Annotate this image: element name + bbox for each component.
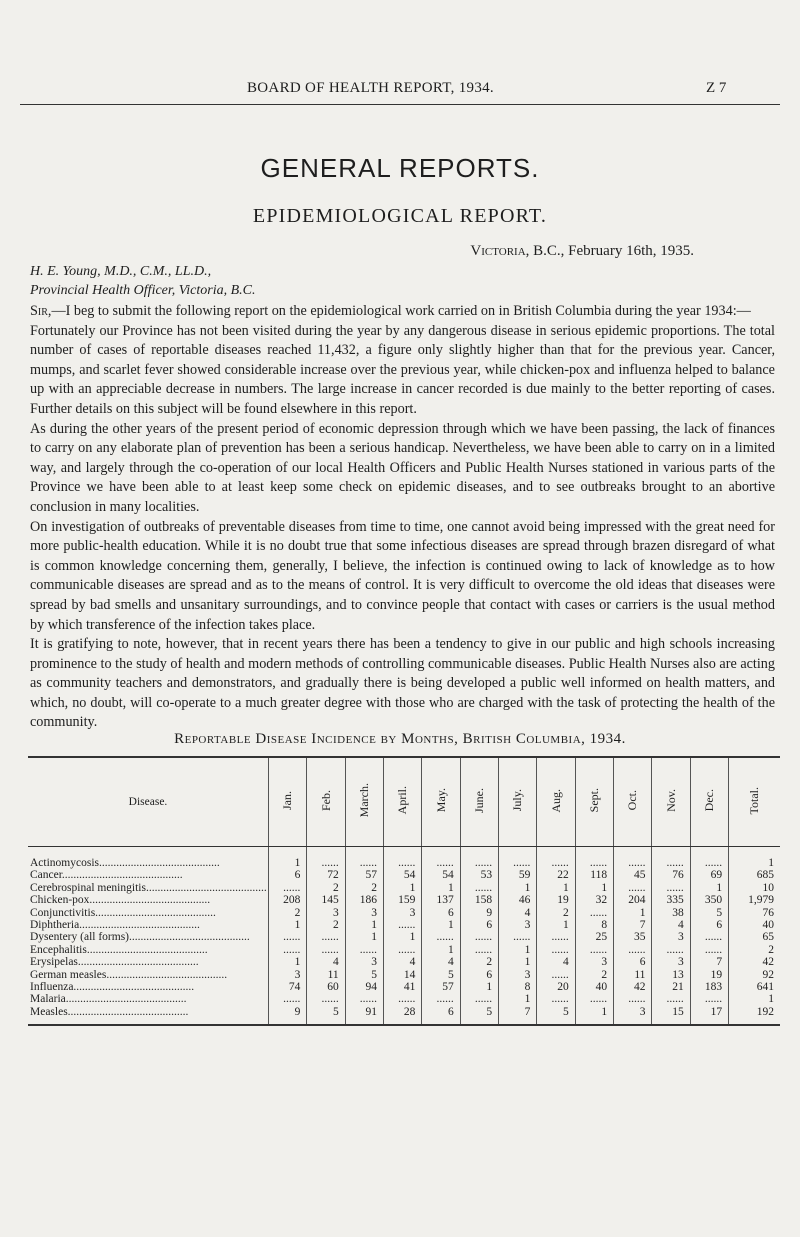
table-cell: ...... [575,993,613,1005]
table-row [28,956,780,968]
paragraph-1: Fortunately our Province has not been visited during the year by any dangerous disease in serious epidemic proportions. The total number of cases of reportable diseases reached 11,432, a figure only slightly higher than that for the previous year. Cancer, mumps, and scarlet fever showed considerable increase over the previous year, while chicken-pox and influenza helped to balance up with an appreciable decrease in numbers. The large increase in cancer recorded is due mainly to the better reporting of cases. Further details on this subject will be found elsewhere in this report. [30,322,775,417]
table-cell: 1 [537,882,575,894]
table-cell: ...... [652,847,690,870]
column-header-label: Jan. [280,791,295,810]
addressee-title: Provincial Health Officer, Victoria, B.C. [30,283,256,298]
column-header-label: Sept. [586,788,601,813]
column-header [345,757,383,847]
column-header-label: Feb. [318,790,333,811]
table-cell: 5 [345,969,383,981]
table-cell: 3 [652,931,690,943]
dateline [470,243,694,260]
table-cell: 3 [499,919,537,931]
disease-name: German measles.......................................... [30,968,228,981]
table-cell: 25 [575,931,613,943]
table-cell: ...... [537,993,575,1005]
table-cell: 1 [345,919,383,931]
table-cell: ...... [499,847,537,870]
table-cell: 1 [384,931,422,943]
running-head [0,80,800,100]
table-cell: 40 [729,919,780,931]
table-cell: 76 [652,869,690,881]
salutation-text: —I beg to submit the following report on the epidemiological work carried on in British Columbia during the year 1934:— [51,303,751,319]
table-cell: 183 [690,981,728,993]
table-cell: 9 [460,907,498,919]
table-cell: ...... [652,944,690,956]
table-cell: 42 [729,956,780,968]
table-cell: 19 [537,894,575,906]
table-cell: 3 [384,907,422,919]
table-cell: ...... [690,993,728,1005]
table-cell: 1 [269,919,307,931]
table-cell: ...... [575,907,613,919]
table-cell: 60 [307,981,345,993]
table-cell: 28 [384,1006,422,1025]
column-header [460,757,498,847]
table-cell: 3 [575,956,613,968]
table-title: Reportable Disease Incidence by Months, British Columbia, 1934. [174,731,626,747]
column-header [537,757,575,847]
table-cell: 1 [499,993,537,1005]
table-cell: 11 [307,969,345,981]
table-cell: 14 [384,969,422,981]
table-cell: 21 [652,981,690,993]
column-header-label: Nov. [663,789,678,812]
table-cell: 11 [614,969,652,981]
table-cell: 17 [690,1006,728,1025]
table-row [28,981,780,993]
table-cell: ...... [690,931,728,943]
table-cell: 91 [345,1006,383,1025]
table-cell: 6 [422,1006,460,1025]
salutation-paragraph [30,302,775,322]
table-cell: 92 [729,969,780,981]
disease-name: Cerebrospinal meningitis.......................................... [30,881,267,894]
table-cell: 1 [384,882,422,894]
table-cell: ...... [269,882,307,894]
column-header-label: June. [471,788,486,813]
dateline-date: , B.C., February 16th, 1935. [525,243,694,259]
column-header-label: May. [433,788,448,813]
column-header [652,757,690,847]
table-cell: 42 [614,981,652,993]
report-body [30,302,775,733]
table-cell: ...... [614,944,652,956]
table-row [28,931,780,943]
table-cell: 685 [729,869,780,881]
table-cell: 192 [729,1006,780,1025]
main-title: GENERAL REPORTS. [260,153,540,183]
table-cell: 1 [729,847,780,870]
table-cell: 3 [614,1006,652,1025]
table-cell: ...... [384,919,422,931]
table-cell: 1 [690,882,728,894]
table-cell: 137 [422,894,460,906]
table-cell: ...... [614,993,652,1005]
table-cell: ...... [384,993,422,1005]
table-cell: 57 [345,869,383,881]
table-cell: 19 [690,969,728,981]
table-cell: ...... [537,969,575,981]
disease-name: Encephalitis.......................................... [30,943,208,956]
table-cell: ...... [345,944,383,956]
disease-name: Cancer.......................................... [30,869,183,882]
table-cell: 158 [460,894,498,906]
table-cell: 5 [422,969,460,981]
column-header-label: July. [510,789,525,812]
dateline-place: Victoria [470,243,526,259]
disease-name: Actinomycosis.......................................... [30,857,220,869]
table-cell: ...... [269,944,307,956]
table-cell: 1 [460,981,498,993]
column-header [729,757,780,847]
table-cell: 5 [307,1006,345,1025]
table-cell: ...... [460,931,498,943]
table-cell: 1 [345,931,383,943]
table-row [28,944,780,956]
table-cell: 2 [307,919,345,931]
table-cell: 76 [729,907,780,919]
table-cell: ...... [345,847,383,870]
table-row [28,869,780,881]
table-cell: ...... [537,944,575,956]
column-header-label: March. [356,783,371,818]
table-cell: ...... [652,993,690,1005]
table-cell: 40 [575,981,613,993]
column-header [614,757,652,847]
table-cell: 2 [269,907,307,919]
page-number: Z 7 [706,80,727,96]
table-cell: ...... [345,993,383,1005]
table-cell: 7 [614,919,652,931]
table-cell: ...... [384,944,422,956]
table-cell: 4 [384,956,422,968]
table-row [28,969,780,981]
section-title: EPIDEMIOLOGICAL REPORT. [252,205,548,227]
table-cell: 7 [690,956,728,968]
table-cell: ...... [422,931,460,943]
table-cell: ...... [460,944,498,956]
table-cell: 1 [537,919,575,931]
column-header-label: April. [395,786,410,815]
disease-name: Influenza.......................................... [30,981,195,994]
table-cell: 1 [729,993,780,1005]
table-cell: 6 [690,919,728,931]
table-cell: 6 [460,919,498,931]
table-cell: ...... [575,847,613,870]
table-cell: 6 [269,869,307,881]
disease-incidence-table [28,756,780,1026]
table-row [28,919,780,931]
table-cell: 41 [384,981,422,993]
table-row [28,894,780,906]
table-cell: ...... [614,882,652,894]
disease-name: Diphtheria.......................................... [30,919,200,932]
table-cell: ...... [537,847,575,870]
table-cell: 94 [345,981,383,993]
table-cell: 1 [499,882,537,894]
table-cell: 9 [269,1006,307,1025]
disease-name: Measles.......................................... [28,1006,269,1025]
table-cell: 3 [269,969,307,981]
table-cell: ...... [537,931,575,943]
table-cell: 3 [652,956,690,968]
table-cell: ...... [652,882,690,894]
table-cell: 3 [499,969,537,981]
disease-name: Erysipelas.......................................... [30,956,199,969]
table-cell: 53 [460,869,498,881]
table-cell: 1 [269,847,307,870]
table-cell: 5 [537,1006,575,1025]
table-cell: ...... [690,847,728,870]
table-cell: 22 [537,869,575,881]
table-cell: 4 [499,907,537,919]
table-cell: ...... [460,993,498,1005]
table-cell: 2 [729,944,780,956]
table-row [28,847,780,870]
table-cell: 1 [422,944,460,956]
table-cell: 20 [537,981,575,993]
table-cell: 2 [460,956,498,968]
column-header [384,757,422,847]
addressee-name: H. E. Young, M.D., C.M., LL.D., [30,264,212,279]
table-cell: 2 [575,969,613,981]
table-cell: 1 [575,1006,613,1025]
column-header-label: Dec. [701,789,716,812]
table-cell: ...... [690,944,728,956]
table-cell: 2 [345,882,383,894]
table-cell: 5 [690,907,728,919]
column-header-disease: Disease. [28,757,269,847]
table-cell: 1 [499,956,537,968]
table-cell: 641 [729,981,780,993]
table-row [28,993,780,1005]
column-header-label: Aug. [548,788,563,813]
table-cell: ...... [307,931,345,943]
table-cell: ...... [614,847,652,870]
table-row [28,907,780,919]
paragraph-4: It is gratifying to note, however, that in recent years there has been a tendency to give in our public and high schools increasing prominence to the study of health and modern methods of controlling communicable diseases. Public Health Nurses also are acting as community teachers and demonstrators, and gradually there is being developed a public well informed on health matters, and which, no doubt, will co-operate to a much greater degree with those who are charged with the task of protecting the health of the community. [30,636,775,731]
column-header [307,757,345,847]
table-cell: 1,979 [729,894,780,906]
header-rule [20,104,780,105]
table-cell: 204 [614,894,652,906]
table-cell: 3 [345,907,383,919]
table-cell: 59 [499,869,537,881]
paragraph-2: As during the other years of the present period of economic depression through which we have been passing, the lack of finances to carry on any elaborate plan of prevention has been a serious handicap. Nevertheless, we have been able to carry on in a limited way, and largely through the co-operation of our local Health Officers and Public Health Nurses stationed in various parts of the Province we have been able to at least keep some check on epidemic diseases, and to see outbreaks brought to an abortive conclusion in many localities. [30,420,775,515]
table-cell: 2 [307,882,345,894]
table-cell: ...... [460,847,498,870]
table-cell: 46 [499,894,537,906]
table-cell: 1 [575,882,613,894]
table-cell: 208 [269,894,307,906]
table-cell: 38 [652,907,690,919]
disease-name: Dysentery (all forms).......................................... [30,931,250,944]
table-cell: ...... [269,931,307,943]
table-cell: 350 [690,894,728,906]
table-cell: ...... [384,847,422,870]
table-cell: 6 [460,969,498,981]
table-cell: ...... [575,944,613,956]
table-cell: 72 [307,869,345,881]
table-cell: 35 [614,931,652,943]
table-cell: 145 [307,894,345,906]
table-cell: 4 [307,956,345,968]
table-cell: 186 [345,894,383,906]
table-cell: 74 [269,981,307,993]
table-cell: 6 [614,956,652,968]
table-cell: ...... [307,993,345,1005]
table-cell: 57 [422,981,460,993]
table-cell: ...... [460,882,498,894]
column-header [269,757,307,847]
table-cell: 1 [614,907,652,919]
table-cell: 8 [499,981,537,993]
table-cell: 1 [422,919,460,931]
table-cell: 159 [384,894,422,906]
table-cell: ...... [269,993,307,1005]
table-cell: 7 [499,1006,537,1025]
table-cell: 1 [269,956,307,968]
table-cell: ...... [422,993,460,1005]
table-cell: 4 [537,956,575,968]
table-cell: 3 [345,956,383,968]
table-cell: 1 [422,882,460,894]
table-cell: 69 [690,869,728,881]
table-cell: ...... [422,847,460,870]
table-row [28,1006,780,1025]
table-cell: 45 [614,869,652,881]
table-cell: 32 [575,894,613,906]
running-head-title: BOARD OF HEALTH REPORT, 1934. [247,80,494,96]
table-cell: 15 [652,1006,690,1025]
table-cell: 54 [422,869,460,881]
disease-name: Chicken-pox.......................................... [30,894,211,907]
table-cell: 13 [652,969,690,981]
table-cell: 5 [460,1006,498,1025]
table-cell: ...... [307,944,345,956]
table-cell: 65 [729,931,780,943]
table-header-row [28,757,780,847]
table-cell: 4 [652,919,690,931]
column-header [499,757,537,847]
table-cell: 10 [729,882,780,894]
table-cell: 1 [499,944,537,956]
table-cell: ...... [307,847,345,870]
column-header [575,757,613,847]
disease-name: Malaria.......................................... [30,993,187,1006]
table-cell: ...... [499,931,537,943]
disease-name: Conjunctivitis.......................................... [30,906,216,919]
paragraph-3: On investigation of outbreaks of preventable diseases from time to time, one cannot avoid being impressed with the great need for more public-health education. While it is no doubt true that some infectious diseases are spread through brazen disregard of what is common knowledge concerning them, generally, I believe, the infection is continued owing to lack of knowledge as to how communicable diseases are spread and as to the means of control. It is very difficult to overcome the old ideas that diseases were spread by bad smells and unsanitary surroundings, and to convince people that contact with cases or carriers is the usual method by which transference of the infection takes place. [30,518,775,633]
column-header [690,757,728,847]
table-cell: 6 [422,907,460,919]
table-cell: 118 [575,869,613,881]
table-cell: 4 [422,956,460,968]
table-cell: 335 [652,894,690,906]
column-header [422,757,460,847]
table-row [28,882,780,894]
table-cell: 3 [307,907,345,919]
salutation: Sir, [30,303,52,319]
table-cell: 8 [575,919,613,931]
column-header-label: Total. [747,786,762,815]
table-cell: 2 [537,907,575,919]
column-header-label: Oct. [625,790,640,811]
table-body [28,847,780,1026]
table-cell: 54 [384,869,422,881]
